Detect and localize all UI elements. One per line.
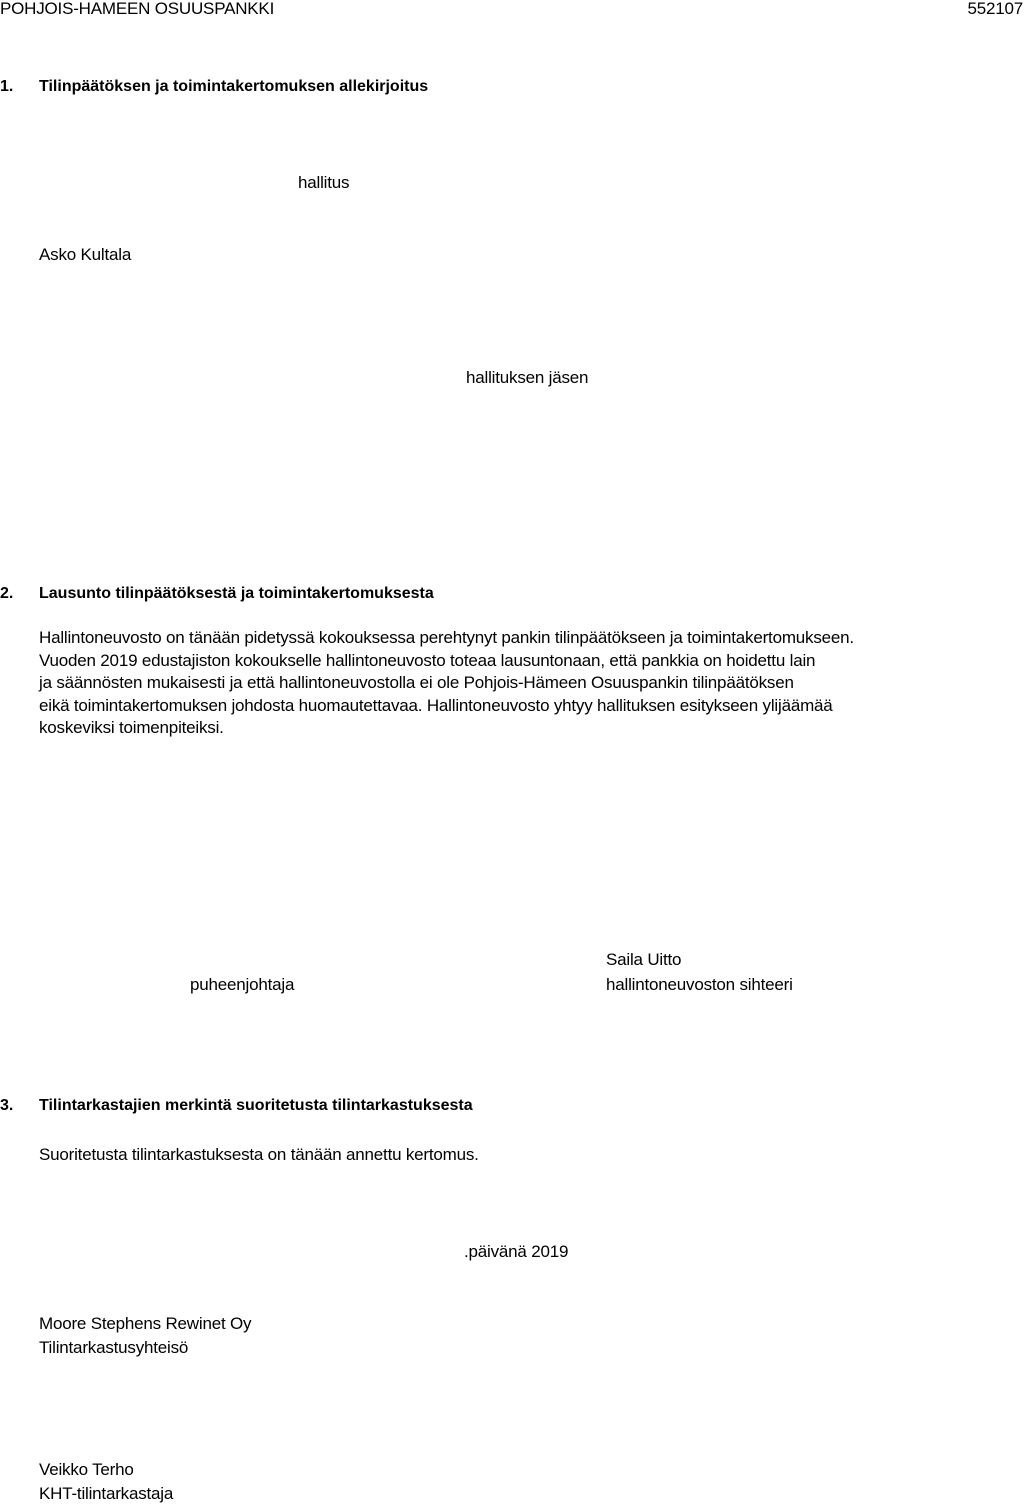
auditor-name: Veikko Terho bbox=[39, 1460, 134, 1479]
signer-name: Asko Kultala bbox=[39, 245, 132, 264]
paragraph-line: Vuoden 2019 edustajiston kokoukselle hallintoneuvosto toteaa lausuntonaan, että pankkia on hoidettu lain bbox=[39, 650, 816, 670]
section-2-number: 2. bbox=[0, 585, 14, 602]
member-role: hallituksen jäsen bbox=[466, 368, 589, 387]
section-2-title: Lausunto tilinpäätöksestä ja toimintakertomuksesta bbox=[39, 585, 434, 602]
section-1-title: Tilinpäätöksen ja toimintakertomuksen allekirjoitus bbox=[39, 78, 429, 95]
board-label: hallitus bbox=[298, 173, 350, 192]
auditor-title: KHT-tilintarkastaja bbox=[39, 1484, 174, 1503]
chair-role: puheenjohtaja bbox=[190, 975, 295, 994]
audit-statement: Suoritetusta tilintarkastuksesta on tänään annettu kertomus. bbox=[39, 1145, 479, 1164]
audit-firm-name: Moore Stephens Rewinet Oy bbox=[39, 1314, 252, 1333]
secretary-name: Saila Uitto bbox=[606, 950, 682, 969]
signing-date: .päivänä 2019 bbox=[464, 1242, 569, 1261]
section-3-title: Tilintarkastajien merkintä suoritetusta tilintarkastuksesta bbox=[39, 1097, 473, 1114]
document-number: 552107 bbox=[967, 0, 1023, 18]
statement-paragraph bbox=[39, 627, 999, 740]
paragraph-line: eikä toimintakertomuksen johdosta huomautettavaa. Hallintoneuvosto yhtyy hallituksen esitykseen ylijäämää bbox=[39, 695, 833, 715]
paragraph-line: Hallintoneuvosto on tänään pidetyssä kokouksessa perehtynyt pankin tilinpäätökseen ja toimintakertomukseen. bbox=[39, 628, 854, 647]
bank-name: POHJOIS-HAMEEN OSUUSPANKKI bbox=[0, 0, 275, 18]
section-3-number: 3. bbox=[0, 1097, 14, 1114]
paragraph-line: ja säännösten mukaisesti ja että hallintoneuvostolla ei ole Pohjois-Hämeen Osuuspankin tilinpäätöksen bbox=[39, 673, 794, 693]
section-1-number: 1. bbox=[0, 78, 14, 95]
secretary-role: hallintoneuvoston sihteeri bbox=[606, 975, 793, 994]
audit-firm-type: Tilintarkastusyhteisö bbox=[39, 1338, 189, 1357]
paragraph-line: koskeviksi toimenpiteiksi. bbox=[39, 718, 224, 738]
